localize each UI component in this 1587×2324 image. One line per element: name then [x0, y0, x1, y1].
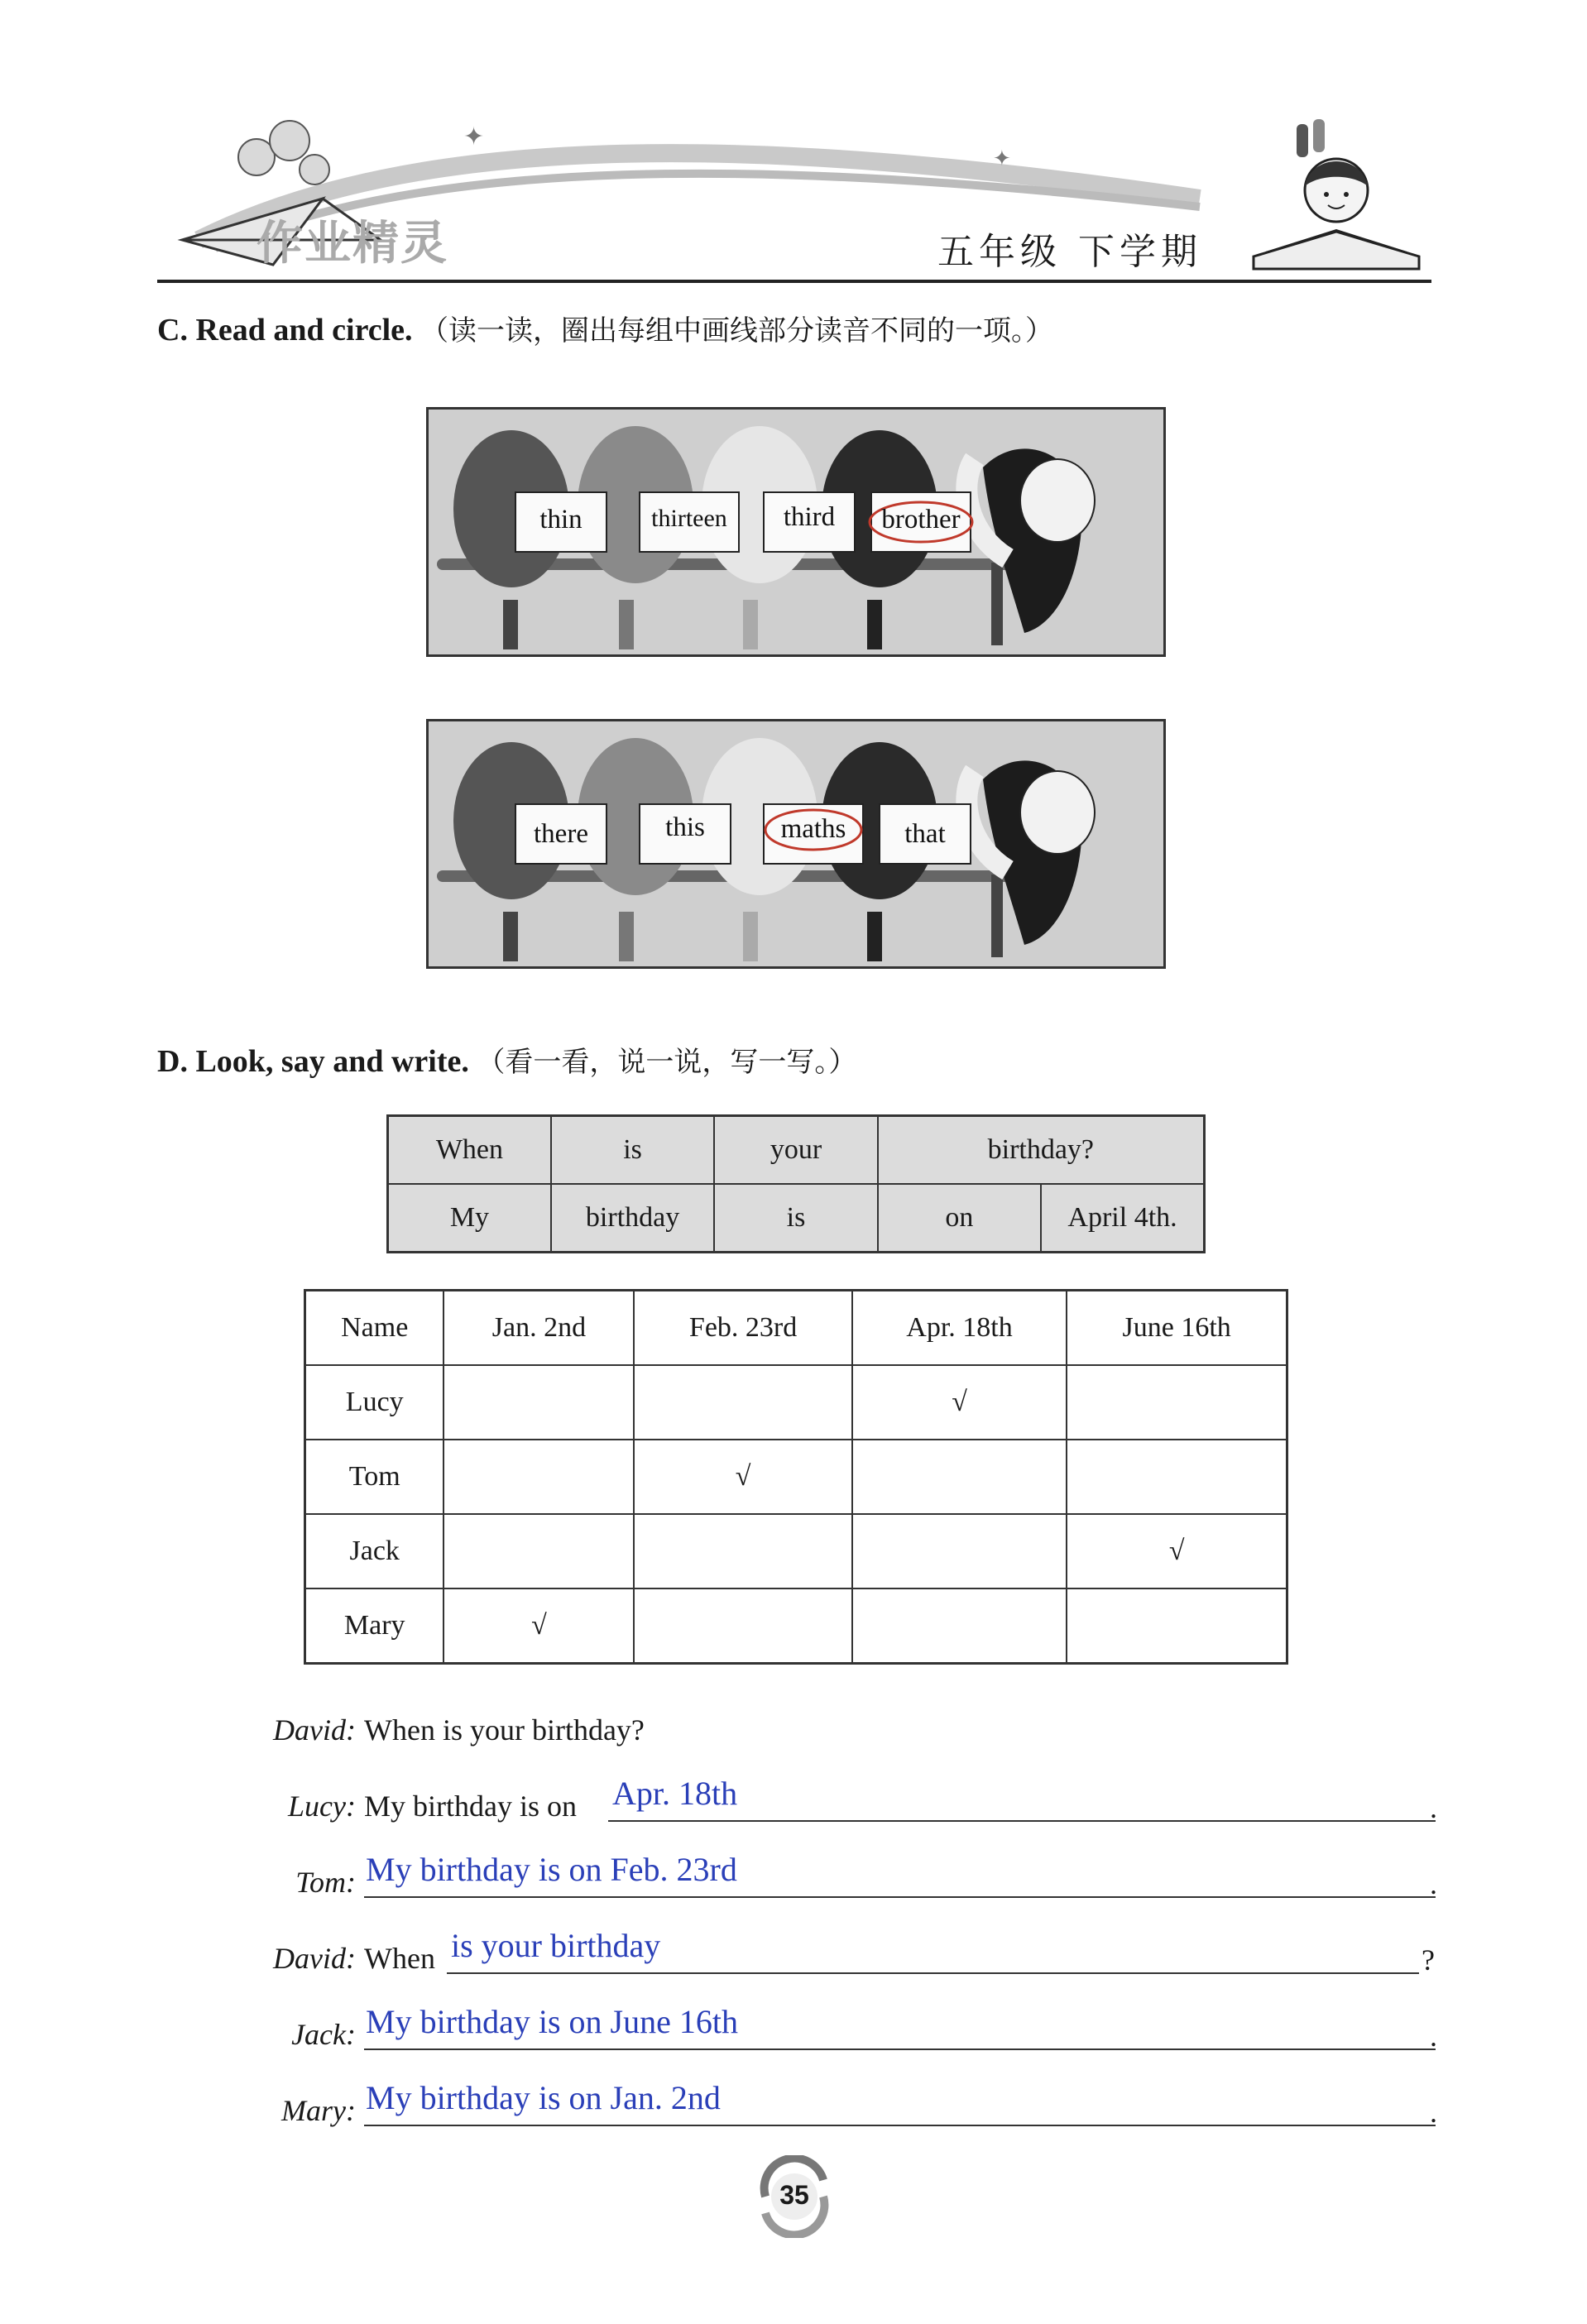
sentence-word: birthday: [551, 1184, 714, 1253]
row-name: Mary: [305, 1588, 444, 1664]
row-name: Lucy: [305, 1365, 444, 1440]
answer-line: [364, 1896, 1436, 1898]
page-number-badge: [749, 2155, 840, 2238]
section-c-title: [157, 308, 1053, 348]
sentence-word: your: [714, 1116, 877, 1185]
section-c-title-cn: （读一读，圈出每组中画线部分读音不同的一项。）: [420, 314, 1054, 347]
date-cell: [1067, 1588, 1287, 1664]
dialogue-line: [248, 2077, 1440, 2135]
speaker-name: Mary:: [281, 2094, 356, 2127]
date-cell: [634, 1588, 851, 1664]
birthday-table: [304, 1289, 1288, 1665]
column-header: Name: [305, 1291, 444, 1366]
dialogue-line: [248, 2001, 1440, 2058]
answer-input[interactable]: Apr. 18th: [612, 1775, 738, 1812]
end-punctuation: .: [1430, 2020, 1437, 2053]
word-card-there: there: [534, 819, 588, 849]
sentence-word: is: [714, 1184, 877, 1253]
sentence-word: My: [388, 1184, 551, 1253]
word-card-thin: thin: [539, 505, 583, 534]
page-number: 35: [779, 2180, 809, 2210]
speaker-name: Jack:: [291, 2018, 356, 2051]
end-punctuation: .: [1430, 1867, 1437, 1900]
answer-line: [364, 2048, 1436, 2050]
word-card-that: that: [904, 819, 946, 849]
row-name: Jack: [305, 1514, 444, 1588]
section-d-title-en: D. Look, say and write.: [157, 1044, 469, 1079]
end-punctuation: .: [1430, 2096, 1437, 2129]
word-card-thirteen: thirteen: [651, 505, 727, 532]
header-divider: [157, 280, 1431, 283]
table-row: [305, 1365, 1287, 1440]
sentence-word: When: [388, 1116, 551, 1185]
svg-text:✦: ✦: [463, 122, 485, 151]
word-card-maths: maths: [780, 814, 846, 844]
date-cell: √: [443, 1588, 634, 1664]
date-cell: [634, 1365, 851, 1440]
date-cell: [852, 1588, 1067, 1664]
column-header: Apr. 18th: [852, 1291, 1067, 1366]
dialogue-line: [248, 1772, 1440, 1830]
svg-text:✦: ✦: [993, 146, 1011, 171]
speaker-name: David:: [273, 1942, 356, 1975]
date-cell: [443, 1365, 634, 1440]
sentence-pattern-table: [386, 1114, 1206, 1253]
sentence-row-question: [388, 1116, 1205, 1185]
grade-term-label: 五年级 下学期: [937, 231, 1202, 273]
answer-line: [608, 1820, 1436, 1822]
table-row: [305, 1588, 1287, 1664]
word-card-brother: brother: [881, 505, 961, 534]
end-punctuation: .: [1430, 1791, 1437, 1824]
speaker-name: David:: [273, 1713, 356, 1747]
column-header: June 16th: [1067, 1291, 1287, 1366]
table-row: [305, 1440, 1287, 1514]
section-d-title: [157, 1039, 856, 1080]
date-cell: [443, 1514, 634, 1588]
date-cell: [634, 1514, 851, 1588]
date-cell: [1067, 1365, 1287, 1440]
date-cell: √: [1067, 1514, 1287, 1588]
reading-girl-illustration: [1237, 108, 1436, 276]
table-row: [305, 1514, 1287, 1588]
date-cell: [1067, 1440, 1287, 1514]
date-cell: √: [852, 1365, 1067, 1440]
section-d-title-cn: （看一看，说一说，写一写。）: [477, 1046, 857, 1079]
column-header: Feb. 23rd: [634, 1291, 851, 1366]
word-card-this: this: [665, 812, 705, 842]
end-punctuation: ?: [1422, 1943, 1435, 1977]
speaker-name: Lucy:: [288, 1790, 356, 1823]
speaker-name: Tom:: [295, 1866, 356, 1899]
answer-line: [447, 1972, 1419, 1974]
date-cell: √: [634, 1440, 851, 1514]
answer-input[interactable]: My birthday is on Jan. 2nd: [366, 2079, 721, 2116]
dialogue-line: [248, 1924, 1440, 1982]
section-c-title-en: C. Read and circle.: [157, 313, 413, 347]
prompt-text: When: [364, 1942, 435, 1975]
dialogue-line: [248, 1696, 1440, 1754]
answer-line: [364, 2125, 1436, 2126]
answer-input[interactable]: is your birthday: [451, 1927, 661, 1964]
table-header-row: [305, 1291, 1287, 1366]
sentence-row-answer: [388, 1184, 1205, 1253]
logo-watermark: 作业精灵: [257, 217, 448, 271]
parrot-panel-2: [426, 719, 1166, 969]
prompt-text: My birthday is on: [364, 1790, 577, 1823]
sentence-word: is: [551, 1116, 714, 1185]
prompt-text: When is your birthday?: [364, 1713, 645, 1747]
date-cell: [852, 1440, 1067, 1514]
word-card-third: third: [783, 502, 836, 532]
date-cell: [852, 1514, 1067, 1588]
column-header: Jan. 2nd: [443, 1291, 634, 1366]
sentence-word: on: [878, 1184, 1041, 1253]
girl-with-book-icon: [1237, 108, 1436, 273]
answer-input[interactable]: My birthday is on June 16th: [366, 2003, 738, 2040]
date-cell: [443, 1440, 634, 1514]
sentence-word: birthday?: [878, 1116, 1205, 1185]
row-name: Tom: [305, 1440, 444, 1514]
sentence-word: April 4th.: [1041, 1184, 1204, 1253]
parrot-panel-1: [426, 407, 1166, 657]
answer-input[interactable]: My birthday is on Feb. 23rd: [366, 1851, 737, 1888]
dialogue-line: [248, 1848, 1440, 1906]
